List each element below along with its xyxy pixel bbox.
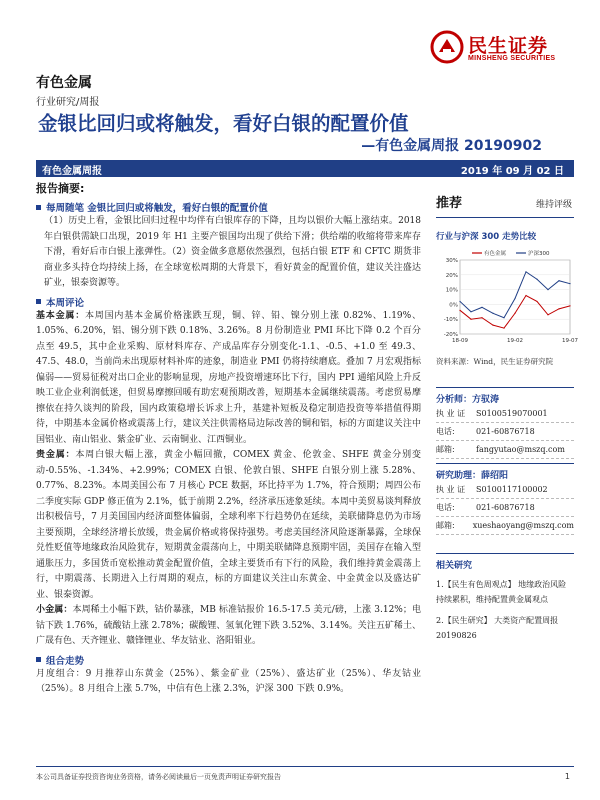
contact-key: 电话: [436, 503, 455, 512]
contact-value: S0100117100002 [476, 485, 548, 494]
trend-chart-svg [436, 246, 578, 350]
researcher-heading: 研究助理：薛绍阳 [436, 463, 574, 481]
square-bullet-icon [36, 657, 41, 662]
related-report-link[interactable]: 2.【民生研究】 大类资产配置周报 20190826 [436, 616, 559, 640]
logo-mark-icon [430, 30, 464, 64]
legend-label: 有色金属 [484, 251, 507, 257]
title-band [36, 160, 574, 177]
y-tick-label: 0% [449, 302, 458, 309]
y-tick-label: -20% [443, 332, 458, 338]
data-point [514, 313, 515, 314]
footer-divider [36, 766, 574, 767]
y-tick-label: -10% [443, 317, 458, 324]
band-series-name: 有色金属周报 [42, 166, 102, 177]
report-type: 行业研究/周报 [36, 97, 100, 108]
data-point [547, 289, 548, 290]
data-point [558, 280, 559, 281]
precious-metals-paragraph [36, 448, 421, 603]
data-point [536, 279, 537, 280]
x-tick-label: 19-02 [507, 338, 523, 344]
data-point [470, 311, 471, 312]
weekly-essay-text: （1）历史上看，金银比回归过程中均伴有白银库存的下降，且均以银价大幅上涨结束。2018 年白银供需缺口出现，2019 年 H1 主要产银国均出现了供给下滑；供给端的收缩将带来库存下滑，看好后市白银上涨弹性。（2）资金做多意愿依然强烈，包括白银 ETF 和 CFTC 期货非商业多头持仓均持续上扬，在全球宽松周期的大背景下，看好黄金的配置价值，建议关注盛达矿业，银泰资源等。 [44, 216, 421, 288]
contact-key: 电话: [436, 427, 455, 436]
contact-value: xueshaoyang@mszq.com [472, 521, 574, 530]
contact-row [436, 441, 574, 459]
square-bullet-icon [36, 299, 41, 304]
data-point [503, 327, 504, 328]
section-heading-weekly [36, 200, 421, 214]
contact-key: 邮箱: [436, 521, 455, 530]
chart-source: 资料来源：Wind，民生证券研究院 [436, 357, 554, 366]
sidebar [436, 192, 578, 643]
data-point [470, 319, 471, 320]
logo-text-en: MINSHENG SECURITIES [468, 55, 556, 62]
related-heading: 相关研究 [436, 553, 574, 571]
report-title: 金银比回归或将触发，看好白银的配置价值 [38, 112, 409, 135]
section-heading-review [36, 295, 421, 309]
band-date: 2019 年 09 月 02 日 [460, 166, 564, 177]
industry-label: 有色金属 [36, 75, 92, 91]
base-metals-text: 本周国内基本金属价格涨跌互现，铜、锌、铅、镍分别上涨 0.82%、1.19%、1.05%、6.20%，铝、锡分别下跌 0.18%、3.26%。8 月份制造业 PMI 环比下降 0.2 个百分点至 49.5，其中企业采购、原材料库存、产成品库存分别变化-1.1、-0.5、+1.0 至 49.3、47.5、48.0，当前尚未出现原材料补库的迹象，制造业 PMI 仍将持续磨底。叠加 7 月宏观指标偏弱——贸易征税对出口企业的影响显现，房地产投资增速环比下行，国内 PPI 通缩风险上升反映工业企业利润低迷，但贸易摩擦回暖有助宏观预期改善，短期基本金属继续震荡。考虑贸易摩擦依在持久谈判的阶段，国内政策稳增长诉求上升，基建补短板及稳定制造投资等举措值得期待，中期基本金属价格或震荡上行，建议关注供需格局边际改善的铜和铝，标的方面建议关注中国铝业、南山铝业、紫金矿业、云南铜业、江西铜业。 [36, 310, 421, 445]
base-metals-paragraph [36, 309, 421, 449]
data-point [481, 317, 482, 318]
series-line [460, 272, 570, 318]
analyst-info [436, 405, 574, 459]
square-bullet-icon [36, 205, 41, 210]
contact-value: fangyutao@mszq.com [476, 445, 565, 454]
contact-row [436, 423, 574, 441]
data-point [525, 295, 526, 296]
section-heading-portfolio [36, 653, 421, 667]
data-point [459, 301, 460, 302]
contact-value: 021-60876718 [476, 427, 535, 436]
y-tick-label: 20% [445, 272, 458, 279]
plot-frame [460, 260, 570, 334]
data-point [492, 313, 493, 314]
related-list [436, 577, 574, 643]
page-number: 1 [564, 772, 570, 781]
summary-heading: 报告摘要: [36, 182, 85, 195]
section-title: 每周随笔 金银比回归或将触发，看好白银的配置价值 [46, 203, 268, 214]
rating-note: 维持评级 [535, 200, 572, 210]
y-tick-label: 30% [445, 258, 458, 264]
data-point [525, 271, 526, 272]
data-point [558, 308, 559, 309]
section-title: 组合走势 [46, 655, 85, 667]
main-column [36, 180, 421, 698]
contact-row [436, 405, 574, 423]
data-point [547, 314, 548, 315]
x-tick-label: 19-07 [562, 338, 578, 344]
contact-value: S0100519070001 [476, 409, 548, 418]
rating-box [436, 192, 574, 218]
data-point [503, 317, 504, 318]
minsheng-logo [430, 28, 580, 68]
data-point [514, 298, 515, 299]
data-point [481, 307, 482, 308]
minor-metals-text: 本周稀土小幅下跌，钴价暴涨，MB 标准钴报价 16.5-17.5 美元/磅，上涨 3.12%；电钴下跌 1.76%，硫酸钴上涨 2.78%；碳酸锂、氢氧化锂下跌 3.52%、3.14%。关注五矿稀土、广晟有色、天齐锂业、赣锋锂业、华友钴业、洛阳钼业。 [36, 605, 421, 646]
trend-chart [436, 246, 578, 350]
portfolio-text: 月度组合：9 月推荐山东黄金（25%）、紫金矿业（25%）、盛达矿业（25%）、华友钴业（25%）。8 月组合上涨 5.7%，中信有色上涨 2.3%，沪深 300 下跌 0.9%。 [36, 668, 421, 694]
related-report-link[interactable]: 1.【民生有色周观点】 地缘政治风险持续累积，维持配置黄金属观点 [436, 580, 567, 604]
contact-row [436, 517, 574, 535]
report-subtitle: —有色金属周报 20190902 [361, 138, 542, 154]
analyst-heading: 分析师：方驭涛 [436, 387, 574, 405]
data-point [492, 325, 493, 326]
data-point [569, 305, 570, 306]
minor-metals-paragraph [36, 603, 421, 650]
data-point [569, 283, 570, 284]
contact-row [436, 499, 574, 517]
precious-metals-label: 贵金属： [36, 450, 76, 460]
base-metals-label: 基本金属： [36, 310, 85, 321]
section-title: 本周评论 [46, 297, 85, 309]
data-point [536, 301, 537, 302]
y-tick-label: 10% [445, 287, 458, 294]
contact-key: 邮箱: [436, 445, 455, 454]
minor-metals-label: 小金属： [36, 605, 73, 615]
footer-disclaimer: 本公司具备证券投资咨询业务资格，请务必阅读最后一页免责声明证券研究报告 [36, 773, 281, 781]
contact-value: 021-60876718 [476, 503, 535, 512]
series-line [460, 296, 570, 329]
x-tick-label: 18-09 [452, 338, 468, 344]
contact-row [436, 481, 574, 499]
legend-label: 沪深300 [528, 251, 550, 257]
precious-metals-text: 本周白银大幅上涨，黄金小幅回撤，COMEX 黄金、伦敦金、SHFE 黄金分别变动-0.55%、-1.34%、+2.99%；COMEX 白银、伦敦白银、SHFE 白银分别上涨 5.28%、0.77%、8.23%。本周美国公布 7 月核心 PCE 数据，环比持平为 1.7%，符合预期；周四公布二季度实际 GDP 修正值为 2.1%，低于前期 2.2%，经济承压迹象延续。本周中美贸易谈判释放出积极信号，7 月美国国内经济面整体偏弱，全球利率下行趋势仍在延续，美联储降息仍为市场主要预期，全球经济增长放缓，贵金属价格或将保持强势。考虑美国经济风险逐渐暴露，全球保兑性贬值等地缘政治风险犹存，短期黄金震荡向上，中期美联储降息预期牢固，美国存在输入型通胀压力，多国货币宽松推动黄金配置价值，全球主要货币有下行的风险，我们维持黄金震荡上行，中期震荡、长期进入上行周期的观点，标的方面建议关注山东黄金、中金黄金以及盛达矿业、银泰资源。 [36, 450, 421, 600]
contact-key: 执 业 证 [436, 485, 466, 494]
logo-text-cn: 民生证券 [468, 35, 549, 57]
data-point [459, 310, 460, 311]
contact-key: 执 业 证 [436, 409, 466, 418]
researcher-info [436, 481, 574, 535]
chart-title: 行业与沪深 300 走势比较 [436, 232, 537, 242]
rating-value: 推荐 [436, 196, 463, 211]
